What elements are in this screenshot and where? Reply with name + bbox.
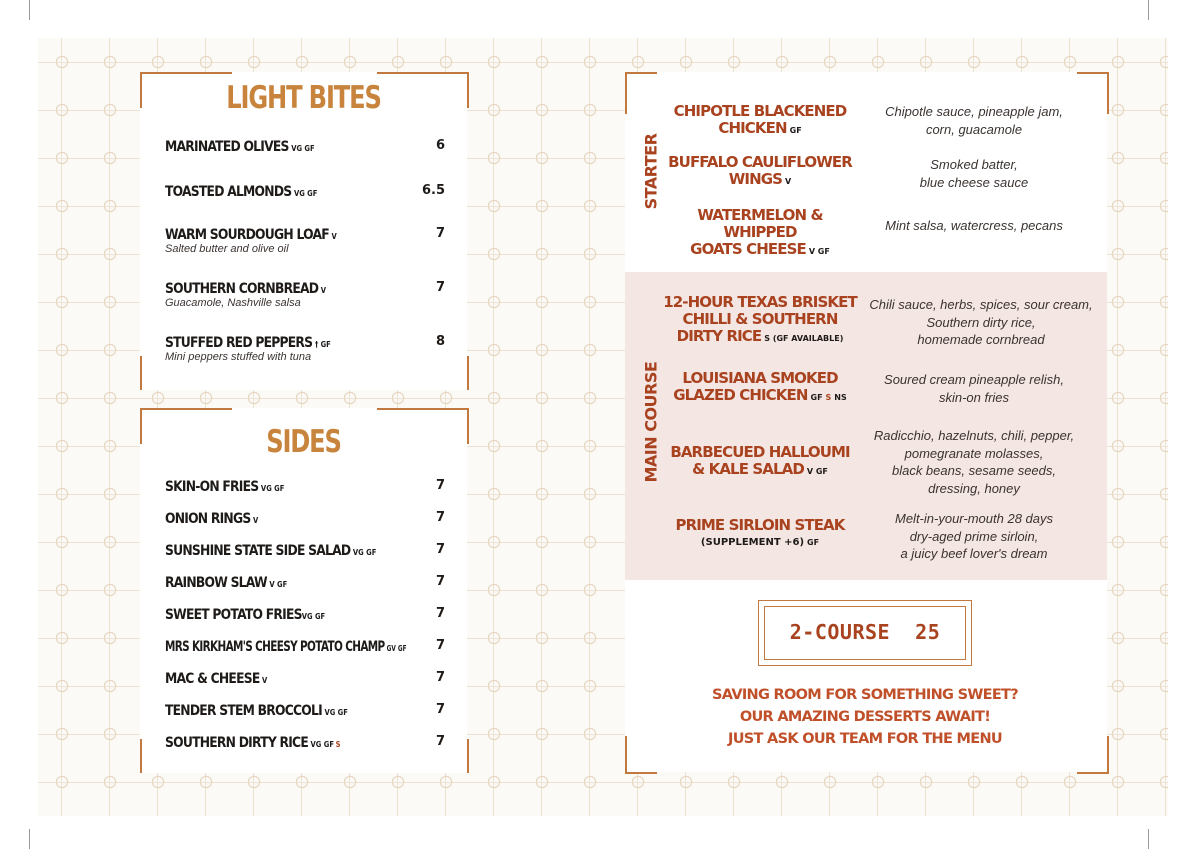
dietary-tag-s: S: [335, 740, 341, 749]
dish-description-line: Smoked batter,: [930, 157, 1018, 172]
side-item: [165, 734, 445, 752]
dietary-tags: VG GF: [291, 144, 315, 153]
item-price: 8: [435, 334, 445, 349]
item-name: SWEET POTATO FRIES: [165, 607, 302, 623]
dish-description-line: Mint salsa, watercress, pecans: [885, 218, 1063, 233]
dish-description-line: Soured cream pineapple relish,: [884, 372, 1064, 387]
crop-mark: [29, 829, 30, 849]
dish-description-line: dressing, honey: [928, 480, 1020, 496]
dietary-tags: V: [252, 516, 259, 525]
starter-label: STARTER: [641, 133, 661, 210]
dish-description-line: pomegranate molasses,: [904, 445, 1044, 461]
dish-description-line: blue cheese sauce: [919, 174, 1029, 190]
dish-description-line: corn, guacamole: [925, 121, 1023, 137]
dish-name: [660, 294, 860, 347]
item-description: Mini peppers stuffed with tuna: [165, 351, 312, 363]
crop-mark: [1148, 829, 1149, 849]
dish-name-line: 12-HOUR TEXAS BRISKET: [663, 293, 857, 311]
item-price: 7: [435, 280, 445, 295]
dish-name-line: CHILLI & SOUTHERN: [682, 310, 838, 328]
item-name: WARM SOURDOUGH LOAF: [165, 227, 329, 243]
item-name: SOUTHERN CORNBREAD: [165, 281, 319, 297]
light-bites-title: LIGHT BITES: [226, 80, 381, 116]
dietary-tags: V: [262, 676, 268, 685]
side-item: [165, 542, 445, 560]
side-item: [165, 478, 445, 496]
item-price: 7: [435, 606, 445, 621]
item-name: MARINATED OLIVES: [165, 139, 289, 155]
dish-description: [851, 296, 1111, 349]
frame-corner: [140, 72, 232, 108]
frame-corner: [140, 739, 150, 773]
dessert-note-line: OUR AMAZING DESSERTS AWAIT!: [739, 709, 991, 725]
item-name: STUFFED RED PEPPERS: [165, 335, 313, 351]
dish-description-line: a juicy beef lover's dream: [900, 546, 1048, 561]
dish-description: [844, 217, 1104, 235]
item-name: RAINBOW SLAW: [165, 575, 267, 591]
frame-corner: [377, 72, 469, 108]
dietary-tags: VG GF: [260, 484, 285, 493]
dietary-tags: VG GF: [324, 708, 348, 717]
item-name: SKIN-ON FRIES: [165, 479, 259, 495]
item-price: 7: [435, 510, 445, 525]
dietary-tag-ns: NS: [834, 393, 847, 402]
crop-mark: [29, 0, 30, 20]
item-price: 7: [435, 734, 445, 749]
dietary-tags: S (GF AVAILABLE): [764, 334, 844, 343]
item-price: 7: [435, 574, 445, 589]
dish-supplement: (SUPPLEMENT +6): [700, 537, 805, 548]
menu-item: [165, 280, 445, 309]
item-name: TOASTED ALMONDS: [165, 184, 292, 200]
menu-item: [165, 334, 445, 363]
dietary-tag-s: S: [825, 393, 832, 402]
dish-name-line: DIRTY RICE: [676, 327, 762, 345]
dish-name-line: BARBECUED HALLOUMI: [670, 443, 850, 461]
side-item: [165, 510, 445, 528]
dish-name-line: BUFFALO CAULIFLOWER: [668, 153, 852, 171]
item-name: SUNSHINE STATE SIDE SALAD: [165, 543, 351, 559]
dietary-tags: VG GF: [293, 189, 318, 198]
dietary-tags: V: [331, 232, 337, 241]
item-price: 7: [435, 702, 445, 717]
sides-title: SIDES: [266, 424, 341, 460]
dietary-tags: VG GF: [352, 548, 377, 557]
offer-price: 25: [915, 620, 941, 644]
dietary-tags: GF: [789, 126, 802, 135]
item-price: 7: [435, 478, 445, 493]
frame-corner: [140, 408, 232, 444]
dish-name-line: & KALE SALAD: [692, 460, 804, 478]
dish-description-line: dry-aged prime sirloin,: [909, 528, 1039, 544]
dessert-note-line: SAVING ROOM FOR SOMETHING SWEET?: [712, 687, 1018, 703]
frame-corner: [377, 408, 469, 444]
offer-label: 2-COURSE: [789, 620, 891, 644]
dish-name-line: GLAZED CHICKEN: [673, 386, 808, 404]
dish-name-line: WINGS: [728, 170, 783, 188]
dish-name: [660, 207, 860, 260]
dietary-tags: GF: [810, 393, 823, 402]
frame-corner: [459, 356, 469, 390]
item-description: Guacamole, Nashville salsa: [165, 297, 301, 309]
dish-description-line: Southern dirty rice,: [926, 314, 1036, 330]
side-item: [165, 702, 445, 720]
item-price: 6: [435, 138, 445, 153]
dietary-tags: † GF: [314, 340, 331, 349]
frame-corner: [625, 72, 657, 114]
dietary-tags: VG GF: [301, 612, 326, 621]
frame-corner: [1077, 736, 1109, 774]
crop-mark: [1148, 0, 1149, 20]
two-course-offer-box: [758, 600, 972, 666]
dish-name-line: WATERMELON & WHIPPED: [697, 206, 823, 241]
dish-description-line: Radicchio, hazelnuts, chili, pepper,: [873, 428, 1075, 443]
side-item: [165, 670, 445, 688]
dessert-note: [700, 684, 1030, 750]
dish-description: [844, 510, 1104, 563]
dish-name-line: CHICKEN: [718, 119, 787, 137]
menu-item: [165, 183, 445, 201]
dietary-tags: V GF: [808, 247, 830, 256]
item-name: MAC & CHEESE: [165, 671, 260, 687]
dish-description-line: homemade cornbread: [917, 332, 1045, 347]
dish-description: [844, 103, 1104, 138]
item-price: 6.5: [421, 183, 445, 198]
item-name: MRS KIRKHAM'S CHEESY POTATO CHAMP: [165, 639, 385, 655]
dish-description: [844, 371, 1104, 406]
item-price: 7: [435, 670, 445, 685]
dish-name: [660, 370, 860, 406]
item-name: SOUTHERN DIRTY RICE: [165, 735, 308, 751]
item-name: TENDER STEM BROCCOLI: [165, 703, 322, 719]
two-course-offer-text: [759, 620, 971, 644]
main-course-label: MAIN COURSE: [641, 361, 661, 483]
dessert-note-line: JUST ASK OUR TEAM FOR THE MENU: [728, 731, 1002, 747]
dietary-tags: V GF: [806, 467, 828, 476]
dish-name-line: PRIME SIRLOIN STEAK: [675, 516, 845, 534]
item-description: Salted butter and olive oil: [165, 243, 289, 255]
dish-description-line: skin-on fries: [938, 389, 1010, 405]
side-item: [165, 574, 445, 592]
side-item: [165, 638, 445, 656]
dish-name-line: LOUISIANA SMOKED: [682, 369, 838, 387]
dish-name: [660, 154, 860, 190]
item-price: 7: [435, 542, 445, 557]
dietary-tags: VG GF: [310, 740, 334, 749]
dish-name-line: CHIPOTLE BLACKENED: [673, 102, 847, 120]
side-item: [165, 606, 445, 624]
dish-name: [660, 444, 860, 480]
dish-name-line: GOATS CHEESE: [690, 240, 806, 258]
frame-corner: [625, 736, 657, 774]
dietary-tags: GV GF: [386, 644, 407, 653]
dish-name: [660, 103, 860, 139]
dish-description-line: black beans, sesame seeds,: [891, 463, 1057, 478]
item-price: 7: [435, 638, 445, 653]
frame-corner: [140, 356, 150, 390]
frame-corner: [459, 739, 469, 773]
dish-description-line: Melt-in-your-mouth 28 days: [895, 511, 1053, 526]
dish-description: [844, 427, 1104, 497]
item-price: 7: [435, 226, 445, 241]
dietary-tags: GF: [807, 538, 820, 547]
dish-description: [844, 156, 1104, 191]
menu-item: [165, 226, 445, 255]
menu-item: [165, 138, 445, 156]
dish-description-line: Chili sauce, herbs, spices, sour cream,: [869, 297, 1093, 312]
dietary-tags: V GF: [269, 580, 288, 589]
dietary-tags: V: [320, 286, 327, 295]
dish-description-line: Chipotle sauce, pineapple jam,: [885, 104, 1063, 119]
item-name: ONION RINGS: [165, 511, 251, 527]
dish-name: [660, 517, 860, 551]
dietary-tags: V: [785, 177, 792, 186]
